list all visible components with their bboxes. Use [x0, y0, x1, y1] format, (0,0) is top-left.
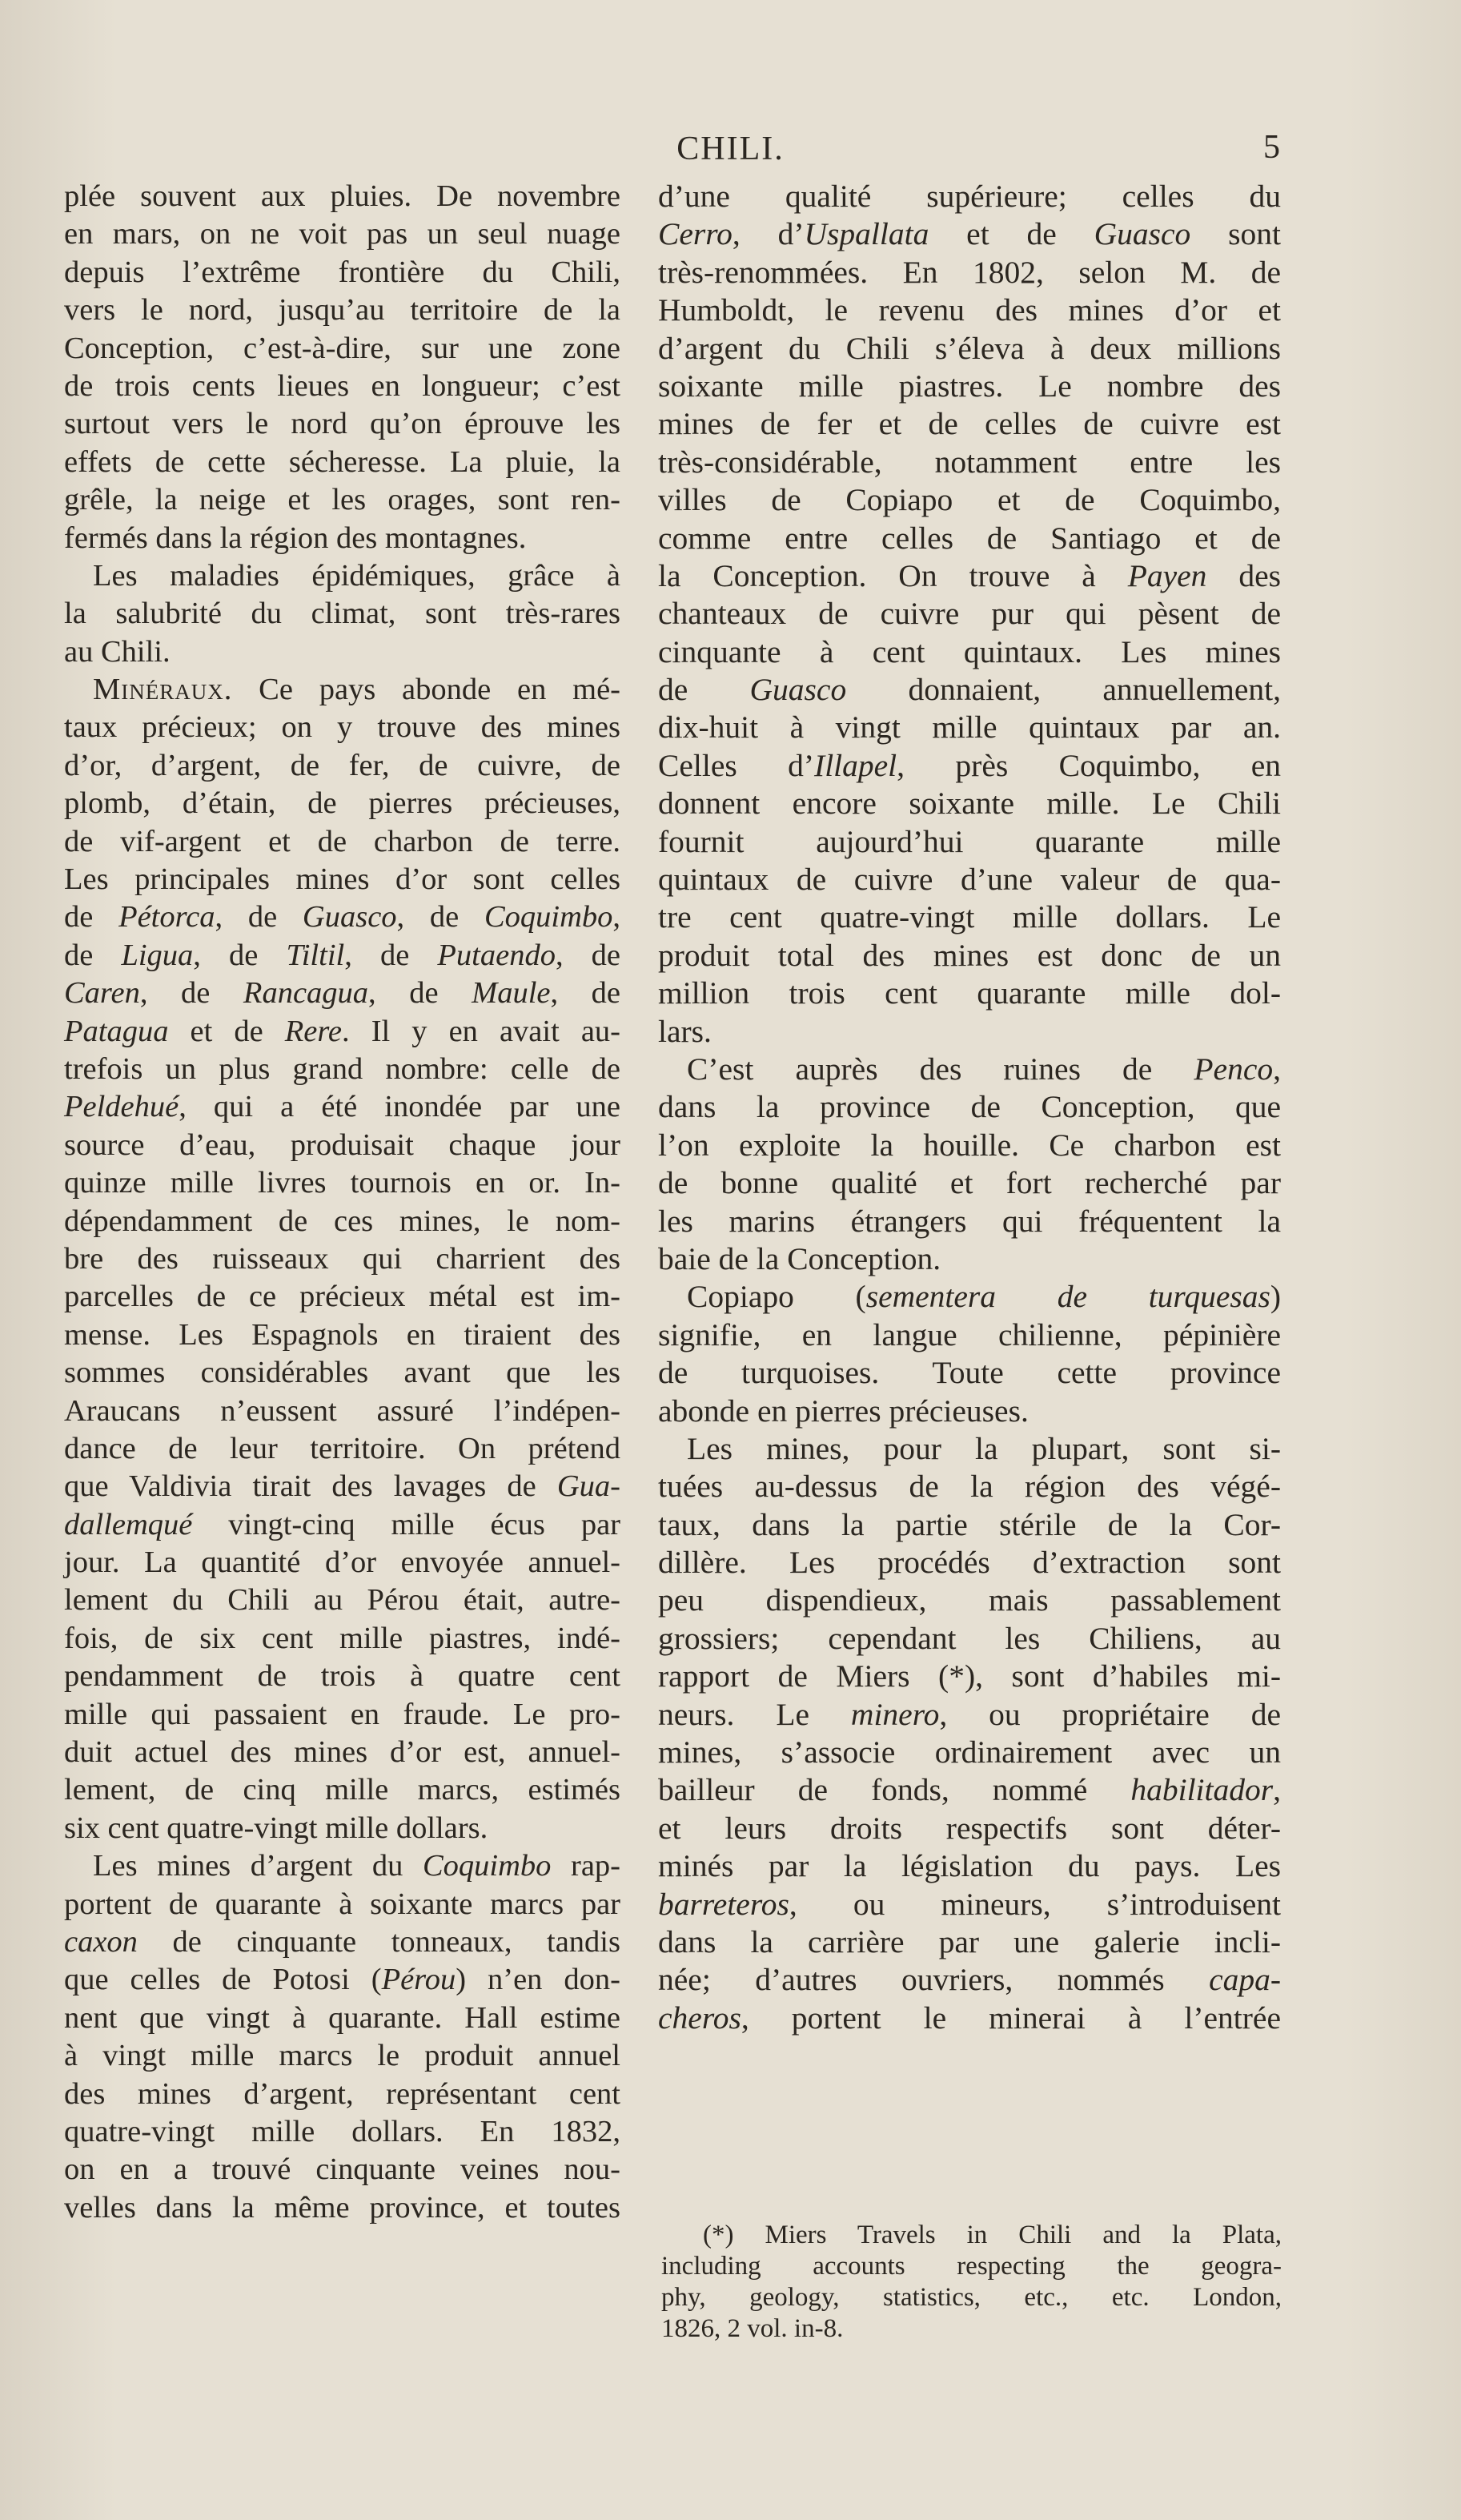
text-run: Celles d’ — [658, 747, 815, 783]
text-run: rapport de Miers (*), sont d’habiles mi- — [658, 1658, 1281, 1694]
text-line — [64, 178, 620, 215]
text-line — [658, 861, 1281, 898]
text-run: de trois cents lieues en longueur; c’est — [64, 368, 620, 403]
text-line — [64, 595, 620, 633]
text-line — [64, 2037, 620, 2075]
italic-text-run: Rere — [284, 1014, 343, 1048]
text-run: taux précieux; on y trouve des mines — [64, 710, 620, 745]
text-line — [64, 368, 620, 405]
italic-text-run: Coquimbo — [484, 900, 613, 934]
italic-text-run: cheros — [658, 2000, 741, 2036]
italic-text-run: Rancagua — [243, 976, 369, 1011]
text-run: produit total des mines est donc de un — [658, 937, 1281, 973]
text-line — [658, 178, 1281, 215]
text-line — [64, 2189, 620, 2227]
text-run: , de — [368, 976, 472, 1011]
text-line — [658, 254, 1281, 291]
text-line — [658, 481, 1281, 519]
text-run: en mars, on ne voit pas un seul nuage — [64, 217, 620, 251]
text-run: peu dispendieux, mais passablement — [658, 1582, 1281, 1618]
text-run: signifie, en langue chilienne, pépinière — [658, 1316, 1281, 1352]
text-line — [64, 444, 620, 481]
text-line — [658, 671, 1281, 709]
text-run: mines, s’associe ordinairement avec un — [658, 1734, 1281, 1770]
text-line — [64, 1393, 620, 1430]
italic-text-run: Putaendo — [437, 938, 556, 972]
italic-text-run: Payen — [1127, 557, 1207, 593]
text-run: et de — [929, 216, 1094, 252]
text-run: à vingt mille marcs le produit annuel — [64, 2039, 620, 2073]
text-line — [658, 1203, 1281, 1240]
text-run: plée souvent aux pluies. De novembre — [64, 179, 620, 213]
text-run: grossiers; cependant les Chiliens, au — [658, 1620, 1281, 1656]
text-run: dix-huit à vingt mille quintaux par an. — [658, 709, 1281, 746]
text-run: Conception, c’est-à-dire, sur une zone — [64, 331, 620, 365]
text-line — [658, 1544, 1281, 1582]
text-line — [658, 595, 1281, 633]
text-run: , de — [139, 976, 243, 1011]
text-run: sont — [1190, 216, 1281, 252]
italic-text-run: Pétorca — [118, 900, 215, 934]
text-run: , près Coquimbo, en — [897, 747, 1281, 783]
text-line — [658, 1620, 1281, 1658]
text-line — [64, 254, 620, 291]
italic-text-run: Peldehué — [64, 1090, 179, 1124]
italic-text-run: Ligua — [121, 938, 194, 972]
text-run: , — [1273, 1051, 1281, 1087]
text-line — [64, 2113, 620, 2151]
text-run: bailleur de fonds, nommé — [658, 1772, 1131, 1808]
text-line — [658, 520, 1281, 557]
text-line — [64, 1316, 620, 1354]
italic-text-run: Caren — [64, 976, 140, 1011]
text-run: portent de quarante à soixante marcs par — [64, 1887, 620, 1921]
text-run: fois, de six cent mille piastres, indé- — [64, 1621, 620, 1655]
text-line — [64, 937, 620, 975]
text-line — [658, 823, 1281, 861]
text-line — [64, 1278, 620, 1316]
text-line — [64, 481, 620, 519]
text-run: duit actuel des mines d’or est, annuel- — [64, 1735, 620, 1770]
text-line — [64, 1506, 620, 1544]
text-line — [658, 1316, 1281, 1354]
text-line — [64, 747, 620, 785]
text-run: parcelles de ce précieux métal est im- — [64, 1280, 620, 1314]
text-run: la salubrité du climat, sont très-rares — [64, 597, 620, 631]
text-run: velles dans la même province, et toutes — [64, 2190, 620, 2225]
text-run: fournit aujourd’hui quarante mille — [658, 823, 1281, 859]
italic-text-run: Illapel — [814, 747, 897, 783]
text-line — [64, 1961, 620, 1999]
text-run: lement, de cinq mille marcs, estimés — [64, 1773, 620, 1807]
running-title: CHILI. — [676, 131, 785, 167]
text-run: la Conception. On trouve à — [658, 557, 1128, 593]
text-line — [64, 215, 620, 253]
italic-text-run: Pérou — [381, 1963, 456, 1997]
text-run: villes de Copiapo et de Coquimbo, — [658, 482, 1281, 518]
text-line — [658, 1696, 1281, 1734]
text-run: Les mines d’argent du — [93, 1849, 423, 1883]
text-run: l’on exploite la houille. Ce charbon est — [658, 1127, 1281, 1163]
text-run: des mines d’argent, représentant cent — [64, 2076, 620, 2111]
text-run: chanteaux de cuivre pur qui pèsent de — [658, 596, 1281, 632]
italic-text-run: Coquimbo — [422, 1849, 552, 1883]
text-run: minés par la législation du pays. Les — [658, 1848, 1281, 1884]
italic-text-run: Penco — [1194, 1051, 1274, 1087]
text-line — [658, 1771, 1281, 1809]
text-run: que Valdivia tirait des lavages de — [64, 1469, 557, 1504]
text-line — [64, 520, 620, 557]
text-line — [64, 405, 620, 443]
text-line — [658, 557, 1281, 595]
text-run: de — [658, 672, 750, 708]
italic-text-run: Guasco — [749, 672, 847, 708]
text-run: de cinquante tonneaux, tandis — [137, 1924, 620, 1959]
text-run: de — [64, 900, 119, 934]
text-run: dance de leur territoire. On prétend — [64, 1431, 620, 1465]
text-line — [64, 1886, 620, 1923]
text-run: dans la province de Conception, que — [658, 1089, 1281, 1125]
italic-text-run: Guasco — [302, 900, 397, 934]
text-run: baie de la Conception. — [658, 1240, 941, 1276]
text-run: quatre-vingt mille dollars. En 1832, — [64, 2114, 620, 2148]
italic-text-run: Uspallata — [804, 216, 929, 252]
text-line — [64, 1544, 620, 1582]
text-line — [661, 2313, 1282, 2345]
text-line — [64, 1354, 620, 1392]
text-line — [658, 975, 1281, 1012]
text-line — [64, 1164, 620, 1202]
text-run: depuis l’extrême frontière du Chili, — [64, 255, 620, 289]
italic-text-run: Guasco — [1094, 216, 1191, 252]
text-run: de bonne qualité et fort recherché par — [658, 1165, 1281, 1201]
text-run: comme entre celles de Santiago et de — [658, 520, 1281, 556]
text-run: Les principales mines d’or sont celles — [64, 862, 620, 897]
text-line — [658, 937, 1281, 975]
text-run: on en a trouvé cinquante veines nou- — [64, 2152, 620, 2187]
text-run: , d’ — [732, 216, 805, 252]
text-run: Ce pays abonde en mé- — [232, 673, 620, 707]
italic-text-run: capa- — [1209, 1962, 1281, 1998]
text-line — [64, 2151, 620, 2188]
text-run: . Il y en avait au- — [342, 1014, 620, 1048]
text-line — [658, 1582, 1281, 1619]
text-run: C’est auprès des ruines de — [687, 1051, 1194, 1087]
text-run: mines de fer et de celles de cuivre est — [658, 406, 1281, 442]
text-line — [658, 1734, 1281, 1771]
text-run: d’argent du Chili s’éleva à deux millions — [658, 330, 1281, 366]
text-run: Les mines, pour la plupart, sont si- — [687, 1430, 1281, 1466]
text-line — [658, 1847, 1281, 1885]
text-line — [658, 1658, 1281, 1695]
text-run: neurs. Le — [658, 1696, 851, 1732]
text-line — [64, 975, 620, 1012]
italic-text-run: Gua- — [556, 1469, 620, 1504]
text-run: rap- — [551, 1849, 620, 1883]
text-run: grêle, la neige et les orages, sont ren- — [64, 483, 620, 517]
text-run: donnent encore soixante mille. Le Chili — [658, 786, 1281, 822]
text-run: d’une qualité supérieure; celles du — [658, 179, 1281, 214]
section-heading-run: Minéraux. — [93, 673, 233, 707]
text-line — [661, 2251, 1282, 2282]
text-run: , de — [193, 938, 287, 972]
text-line — [64, 785, 620, 822]
left-text-column — [64, 178, 620, 2227]
text-run: de vif-argent et de charbon de terre. — [64, 824, 620, 858]
text-run: soixante mille piastres. Le nombre des — [658, 368, 1281, 404]
text-line — [64, 1240, 620, 1278]
text-run: million trois cent quarante mille dol- — [658, 975, 1281, 1011]
text-run: vingt-cinq mille écus par — [192, 1507, 620, 1541]
text-line — [658, 1923, 1281, 1961]
text-run: les marins étrangers qui fréquentent la — [658, 1203, 1281, 1239]
text-run: dans la carrière par une galerie incli- — [658, 1923, 1281, 1959]
text-line — [658, 1961, 1281, 1999]
text-run: , de — [215, 900, 303, 934]
text-run: bre des ruisseaux qui charrient des — [64, 1241, 620, 1276]
text-run: trefois un plus grand nombre: celle de — [64, 1051, 620, 1086]
text-run: ) — [1270, 1279, 1282, 1315]
text-line — [658, 330, 1281, 368]
text-run: mille qui passaient en fraude. Le pro- — [64, 1697, 620, 1731]
italic-text-run: sementera de turquesas — [865, 1279, 1270, 1315]
text-line — [661, 2282, 1282, 2313]
text-run: de turquoises. Toute cette province — [658, 1355, 1281, 1391]
text-run: d’or, d’argent, de fer, de cuivre, de — [64, 748, 620, 782]
text-line — [658, 1886, 1281, 1923]
text-line — [658, 1468, 1281, 1505]
text-line — [64, 1620, 620, 1658]
text-line — [658, 1506, 1281, 1544]
text-line — [658, 1051, 1281, 1088]
text-line — [64, 1771, 620, 1809]
italic-text-run: barreteros — [658, 1886, 789, 1922]
text-line — [64, 1051, 620, 1088]
text-line — [658, 747, 1281, 785]
text-run: , ou propriétaire de — [939, 1696, 1281, 1732]
text-line — [64, 1734, 620, 1771]
text-run: , — [1273, 1772, 1281, 1808]
text-line — [658, 215, 1281, 253]
text-run: quinze mille livres tournois en or. In- — [64, 1166, 620, 1200]
text-run: dillère. Les procédés d’extraction sont — [658, 1545, 1281, 1581]
text-line — [658, 1393, 1281, 1430]
text-run: ) n’en don- — [456, 1963, 620, 1997]
text-line — [658, 1240, 1281, 1278]
text-run: quintaux de cuivre d’une valeur de qua- — [658, 862, 1281, 898]
text-line — [658, 1354, 1281, 1392]
text-line — [658, 405, 1281, 443]
text-run: que celles de Potosi ( — [64, 1963, 382, 1997]
text-run: donnaient, annuellement, — [846, 672, 1281, 708]
italic-text-run: caxon — [64, 1924, 138, 1959]
text-line — [64, 1696, 620, 1734]
text-run: six cent quatre-vingt mille dollars. — [64, 1811, 488, 1845]
text-run: source d’eau, produisait chaque jour — [64, 1127, 620, 1162]
text-line — [64, 861, 620, 898]
text-line — [658, 898, 1281, 936]
text-run: abonde en pierres précieuses. — [658, 1393, 1029, 1429]
text-run: vers le nord, jusqu’au territoire de la — [64, 293, 620, 328]
text-run: très-renommées. En 1802, selon M. de — [658, 254, 1281, 290]
text-run: au Chili. — [64, 634, 171, 669]
text-run: et leurs droits respectifs sont déter- — [658, 1810, 1281, 1846]
text-run: tuées au-dessus de la région des végé- — [658, 1469, 1281, 1505]
text-run: plomb, d’étain, de pierres précieuses, — [64, 786, 620, 821]
text-run: , de — [396, 900, 484, 934]
text-line — [64, 898, 620, 936]
text-line — [64, 1468, 620, 1505]
text-line — [658, 709, 1281, 746]
text-line — [64, 330, 620, 368]
text-line — [658, 1127, 1281, 1164]
text-run: de — [64, 938, 122, 972]
text-line — [658, 2000, 1281, 2037]
text-run: lement du Chili au Pérou était, autre- — [64, 1583, 620, 1618]
text-run: lars. — [658, 1013, 712, 1049]
text-line — [64, 1847, 620, 1885]
text-run: nent que vingt à quarante. Hall estime — [64, 2000, 620, 2035]
text-run: , de — [550, 976, 621, 1011]
text-run: effets de cette sécheresse. La pluie, la — [64, 444, 620, 479]
text-run: tre cent quatre-vingt mille dollars. Le — [658, 899, 1281, 935]
text-line — [64, 709, 620, 746]
text-line — [64, 1127, 620, 1164]
text-run: Araucans n’eussent assuré l’indépen- — [64, 1393, 620, 1428]
text-run: Les maladies épidémiques, grâce à — [93, 558, 620, 593]
italic-text-run: Patagua — [64, 1014, 169, 1048]
text-line — [64, 823, 620, 861]
text-run: et de — [168, 1014, 285, 1048]
text-run: , ou mineurs, s’introduisent — [789, 1886, 1281, 1922]
text-line — [64, 1203, 620, 1240]
italic-text-run: minero — [850, 1696, 940, 1732]
text-run: , de — [344, 938, 438, 972]
text-line — [64, 557, 620, 595]
text-line — [64, 1923, 620, 1961]
text-run: , — [612, 900, 621, 934]
text-line — [64, 633, 620, 671]
text-line — [658, 1088, 1281, 1126]
italic-text-run: habilitador — [1130, 1772, 1274, 1808]
text-run: sommes considérables avant que les — [64, 1356, 620, 1390]
text-run: mense. Les Espagnols en tiraient des — [64, 1317, 620, 1352]
italic-text-run: Maule — [472, 976, 551, 1011]
text-line — [661, 2220, 1282, 2251]
text-run: , qui a été inondée par une — [179, 1090, 620, 1124]
text-run: Humboldt, le revenu des mines d’or et — [658, 292, 1281, 328]
text-run: phy, geology, statistics, etc., etc. London, — [661, 2283, 1282, 2312]
text-line — [658, 1810, 1281, 1847]
italic-text-run: dallemqué — [64, 1507, 193, 1541]
text-run: Copiapo ( — [687, 1279, 866, 1315]
text-run: taux, dans la partie stérile de la Cor- — [658, 1506, 1281, 1542]
text-run: , portent le minerai à l’entrée — [741, 2000, 1281, 2036]
text-line — [658, 444, 1281, 481]
text-run: surtout vers le nord qu’on éprouve les — [64, 407, 620, 441]
text-line — [64, 2076, 620, 2113]
text-run: née; d’autres ouvriers, nommés — [658, 1962, 1210, 1998]
italic-text-run: Cerro — [658, 216, 733, 252]
text-line — [658, 1164, 1281, 1202]
text-line — [64, 1658, 620, 1695]
text-run: 1826, 2 vol. in-8. — [661, 2314, 844, 2343]
text-run: jour. La quantité d’or envoyée annuel- — [64, 1545, 620, 1580]
text-run: très-considérable, notamment entre les — [658, 444, 1281, 480]
text-run: cinquante à cent quintaux. Les mines — [658, 633, 1281, 669]
text-line — [64, 671, 620, 709]
text-line — [658, 1430, 1281, 1468]
text-run: pendamment de trois à quatre cent — [64, 1659, 620, 1694]
text-line — [658, 291, 1281, 329]
text-run: including accounts respecting the geogra- — [661, 2252, 1282, 2281]
text-line — [64, 1430, 620, 1468]
text-line — [64, 2000, 620, 2037]
text-line — [658, 1278, 1281, 1316]
text-line — [64, 1088, 620, 1126]
text-line — [64, 1582, 620, 1619]
text-line — [64, 291, 620, 329]
italic-text-run: Tiltil — [286, 938, 345, 972]
text-run: des — [1206, 557, 1281, 593]
text-line — [658, 785, 1281, 822]
text-run: dépendamment de ces mines, le nom- — [64, 1204, 620, 1238]
footnote — [661, 2220, 1282, 2345]
text-line — [64, 1810, 620, 1847]
right-text-column — [658, 178, 1281, 2037]
text-line — [64, 1013, 620, 1051]
text-run: , de — [555, 938, 621, 972]
text-line — [658, 368, 1281, 405]
page-number: 5 — [1263, 129, 1280, 166]
text-line — [658, 1013, 1281, 1051]
text-run: (*) Miers Travels in Chili and la Plata, — [703, 2221, 1282, 2249]
text-line — [658, 633, 1281, 671]
text-run: fermés dans la région des montagnes. — [64, 520, 527, 555]
